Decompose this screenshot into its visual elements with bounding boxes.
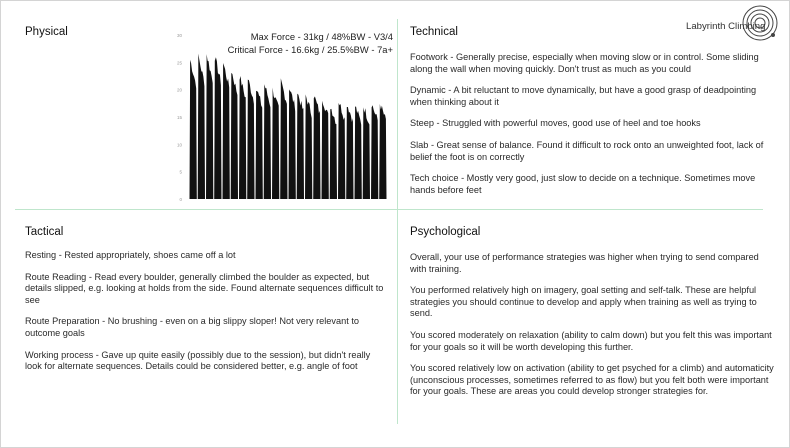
technical-title: Technical: [410, 26, 458, 38]
force-rep-18: [330, 109, 337, 199]
psychological-title: Psychological: [410, 226, 481, 238]
force-rep-19: [338, 103, 345, 199]
psychological-activation: You scored relatively low on activation (ability to get psyched for a climb) and automaticity (unconscious processes, sometimes referred to as flow) but you felt both were important for your goals. These are areas you could develop stronger strategies for.: [410, 363, 774, 397]
tactical-resting: Resting - Rested appropriately, shoes came off a lot: [25, 250, 236, 260]
critical-force-label: Critical Force - 16.6kg / 25.5%BW - 7a+: [227, 44, 393, 55]
psychological-section: [398, 210, 789, 447]
force-chart: [173, 21, 395, 205]
y-tick-label: 5: [179, 169, 182, 175]
force-rep-14: [297, 94, 304, 199]
force-rep-16: [313, 96, 320, 199]
technical-footwork: Footwork - Generally precise, especially when moving slow or in control. Some sliding along the wall when moving quickly. Don't trust as much as you could: [410, 52, 759, 74]
y-tick-label: 20: [176, 87, 182, 93]
force-rep-3: [206, 54, 213, 199]
y-tick-label: 25: [176, 60, 182, 66]
tactical-section: [1, 210, 397, 447]
psychological-imagery: You performed relatively high on imagery, goal setting and self-talk. These are helpful strategies you should continue to develop and apply when training as well as trying to send.: [410, 285, 757, 319]
force-rep-22: [363, 107, 370, 199]
physical-title: Physical: [25, 26, 68, 38]
force-rep-17: [322, 101, 329, 199]
y-tick-label: 30: [176, 33, 182, 38]
tactical-route-reading: Route Reading - Read every boulder, generally climbed the boulder as expected, but details slipped, e.g. looking at holds from the side. Found alternate sequences difficult to see: [25, 271, 384, 305]
technical-slab: Slab - Great sense of balance. Found it difficult to rock onto an unweighted foot, lack of belief the foot is on correctly: [410, 139, 764, 162]
tactical-title: Tactical: [25, 226, 64, 238]
tactical-notes: [25, 250, 387, 383]
y-tick-label: 0: [179, 197, 182, 202]
technical-dynamic: Dynamic - A bit reluctant to move dynamically, but have a good grasp of deadpointing when thinking about it: [410, 85, 757, 107]
psychological-notes: [410, 252, 776, 408]
psychological-overall: Overall, your use of performance strategies was higher when trying to send compared with training.: [410, 252, 759, 274]
force-rep-15: [305, 94, 312, 199]
force-rep-9: [256, 91, 263, 199]
force-rep-13: [289, 89, 296, 199]
max-force-label: Max Force - 31kg / 48%BW - V3/4: [250, 31, 393, 42]
physical-section: [1, 1, 397, 209]
psychological-relaxation: You scored moderately on relaxation (ability to calm down) but you felt this was important for your goals so it will be worth developing this further.: [410, 329, 772, 352]
force-rep-11: [272, 88, 279, 200]
tactical-route-preparation: Route Preparation - No brushing - even on a big slippy sloper! Not very relevant to outcome goals: [25, 316, 359, 338]
force-rep-4: [214, 57, 221, 199]
tactical-working-process: Working process - Gave up quite easily (possibly due to the session), but didn't really look for alternate sequences. Details could be considered better, e.g. angle of foot: [25, 349, 371, 372]
y-tick-label: 10: [176, 142, 182, 148]
force-rep-6: [231, 73, 238, 199]
force-rep-7: [239, 76, 246, 199]
force-rep-20: [346, 107, 353, 199]
force-rep-21: [355, 107, 362, 200]
force-rep-12: [280, 78, 287, 199]
force-rep-1: [190, 60, 197, 199]
force-rep-2: [198, 54, 205, 199]
labyrinth-logo: [682, 5, 786, 43]
y-tick-label: 15: [176, 115, 182, 120]
technical-tech-choice: Tech choice - Mostly very good, just slow to decide on a technique. Sometimes move hands before feet: [410, 173, 756, 195]
force-rep-8: [247, 80, 254, 199]
technical-notes: [410, 52, 770, 206]
force-rep-10: [264, 84, 271, 199]
force-rep-23: [371, 105, 378, 199]
technical-steep: Steep - Struggled with powerful moves, good use of heel and toe hooks: [410, 118, 701, 129]
force-rep-24: [379, 104, 386, 199]
force-rep-5: [223, 63, 230, 199]
logo-text: Labyrinth Climbing: [686, 21, 766, 32]
